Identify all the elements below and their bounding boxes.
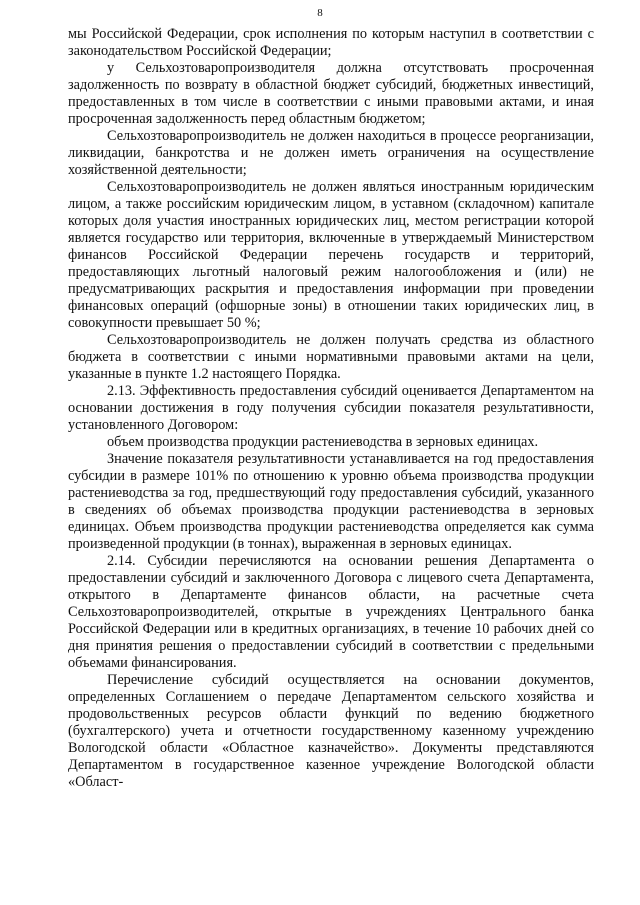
- paragraph-1: мы Российской Федерации, срок исполнения по которым наступил в соответствии с законодательством Российской Федерации;: [68, 26, 594, 59]
- paragraph-7: объем производства продукции растениеводства в зерновых единицах.: [107, 434, 539, 450]
- paragraph-6: 2.13. Эффективность предоставления субсидий оценивается Департаментом на основании достижения в году получения субсидии показателя результативности, установленного Договором:: [68, 383, 594, 433]
- page-number: 8: [317, 7, 323, 19]
- paragraph-2: у Сельхозтоваропроизводителя должна отсутствовать просроченная задолженность по возврату в областной бюджет субсидий, бюджетных инвестиций, предоставленных в том числе в соответствии с иными правовыми актами, и иная просроченная задолженность перед областным бюджетом;: [68, 60, 594, 127]
- paragraph-3: Сельхозтоваропроизводитель не должен находиться в процессе реорганизации, ликвидации, банкротства и не должен иметь ограничения на осуществление хозяйственной деятельности;: [68, 128, 594, 178]
- paragraph-4: Сельхозтоваропроизводитель не должен являться иностранным юридическим лицом, а также российским юридическим лицом, в уставном (складочном) капитале которых доля участия иностранных юридических лиц, местом регистрации которой является государство или территория, включенные в утверждаемый Министерством финансов Российской Федерации перечень государств и территорий, предоставляющих льготный налоговый режим налогообложения и (или) не предусматривающих раскрытия и предоставления информации при проведении финансовых операций (офшорные зоны) в отношении таких юридических лиц, в совокупности превышает 50 %;: [68, 179, 594, 331]
- document-body: [68, 26, 594, 791]
- paragraph-5: Сельхозтоваропроизводитель не должен получать средства из областного бюджета в соответствии с иными нормативными правовыми актами на цели, указанные в пункте 1.2 настоящего Порядка.: [68, 332, 594, 382]
- paragraph-10: Перечисление субсидий осуществляется на основании документов, определенных Соглашением о передаче Департаментом сельского хозяйства и продовольственных ресурсов области функций по ведению бюджетного (бухгалтерского) учета и отчетности государственному казенному учреждению Вологодской области «Областное казначейство». Документы представляются Департаментом в государственное казенное учреждение Вологодской области «Област-: [68, 672, 594, 790]
- paragraph-9: 2.14. Субсидии перечисляются на основании решения Департамента о предоставлении субсидий и заключенного Договора с лицевого счета Департамента, открытого в Департаменте финансов области, на расчетные счета Сельхозтоваропроизводителей, открытые в учреждениях Центрального банка Российской Федерации или в кредитных организациях, в течение 10 рабочих дней со дня принятия решения о предоставлении субсидий в соответствии с предельными объемами финансирования.: [68, 553, 594, 671]
- paragraph-8: Значение показателя результативности устанавливается на год предоставления субсидии в размере 101% по отношению к уровню объема производства продукции растениеводства за год, предшествующий году предоставления субсидий, указанного в сведениях об объемах производства продукции растениеводства в зерновых единицах. Объем производства продукции растениеводства определяется как сумма произведенной продукции (в тоннах), выраженная в зерновых единицах.: [68, 451, 594, 552]
